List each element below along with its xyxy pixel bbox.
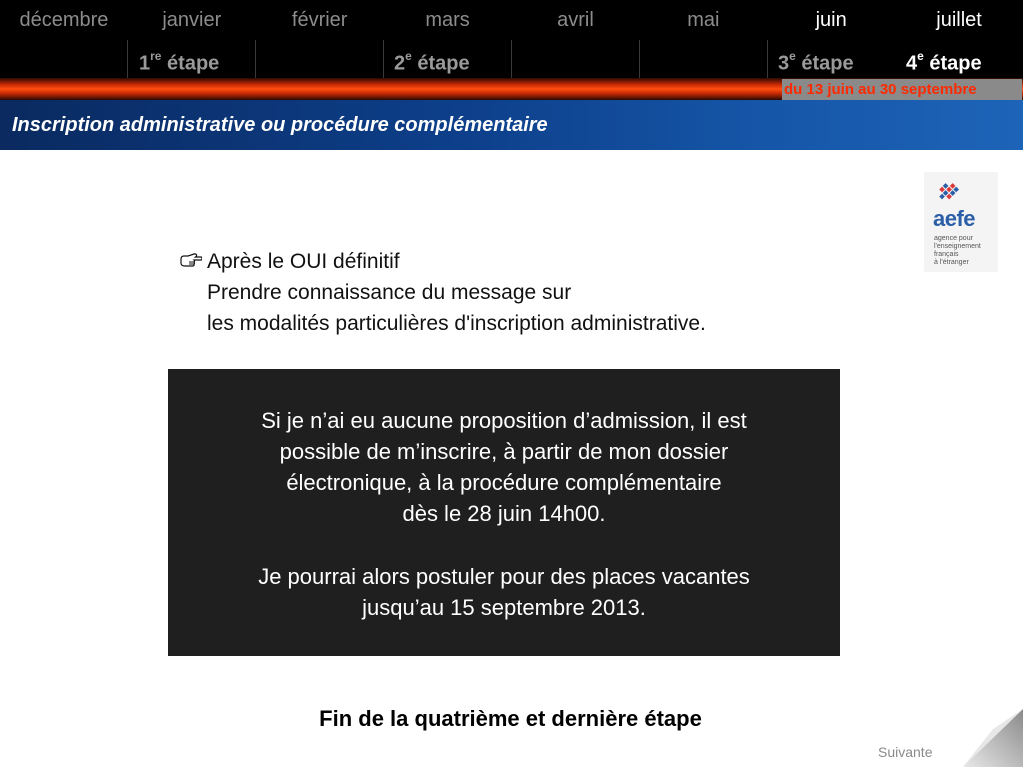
month-juillet: juillet: [936, 9, 982, 31]
intro-line-1: [180, 246, 706, 277]
month-fevrier: février: [291, 9, 348, 31]
timeline-bar: [0, 0, 1023, 78]
intro-line-2: Prendre connaissance du message sur: [207, 281, 572, 304]
step-word: étape: [801, 52, 854, 75]
logo-subtitle-line: agence pour: [934, 235, 973, 242]
pointing-hand-icon: [180, 251, 202, 269]
timeline-divider: [639, 40, 640, 78]
date-range-label: du 13 juin au 30 septembre: [782, 79, 1022, 100]
step-number: 2: [394, 52, 406, 75]
step-number: 1: [139, 52, 151, 75]
aefe-logo-subtitle: [934, 235, 996, 267]
info-line: Je pourrai alors postuler pour des places vacantes: [258, 564, 750, 589]
month-row: [0, 0, 1023, 40]
step-ordinal: re: [150, 49, 162, 63]
month-juin: juin: [815, 9, 847, 31]
step-word: étape: [417, 52, 470, 75]
step-3-label: [778, 44, 854, 78]
section-title-bar: [0, 100, 1023, 150]
timeline-divider: [127, 40, 128, 78]
timeline-divider: [255, 40, 256, 78]
aefe-logo-mark-icon: [932, 180, 962, 206]
timeline-divider: [383, 40, 384, 78]
logo-subtitle-line: français: [934, 251, 959, 258]
info-line: jusqu’au 15 septembre 2013.: [362, 595, 646, 620]
intro-text: [180, 246, 706, 339]
step-ordinal: e: [405, 49, 412, 63]
step-number: 3: [778, 52, 790, 75]
end-statement: [0, 704, 1023, 734]
timeline-divider: [767, 40, 768, 78]
step-ordinal: e: [917, 49, 924, 63]
section-title: Inscription administrative ou procédure complémentaire: [12, 114, 548, 136]
end-statement-text: Fin de la quatrième et dernière étape: [319, 706, 702, 731]
info-line: possible de m’inscrire, à partir de mon dossier: [279, 439, 729, 464]
info-line: dès le 28 juin 14h00.: [402, 501, 606, 526]
page-curl-next-icon[interactable]: [963, 709, 1023, 767]
month-decembre: décembre: [19, 9, 109, 31]
month-mai: mai: [687, 9, 720, 31]
step-1-label: [139, 44, 219, 78]
info-line: Si je n’ai eu aucune proposition d’admission, il est: [261, 408, 747, 433]
timeline-divider: [511, 40, 512, 78]
intro-heading: Après le OUI définitif: [207, 250, 400, 273]
step-2-label: [394, 44, 470, 78]
aefe-logo-text: aefe: [933, 206, 976, 231]
info-paragraph-1: [168, 405, 840, 529]
step-4-label: [906, 44, 982, 78]
next-link[interactable]: Suivante: [878, 744, 933, 760]
step-word: étape: [929, 52, 982, 75]
month-janvier: janvier: [162, 9, 222, 31]
logo-subtitle-line: l'enseignement: [934, 243, 981, 250]
month-mars: mars: [425, 9, 470, 31]
info-paragraph-2: [168, 561, 840, 623]
step-ordinal: e: [789, 49, 796, 63]
step-word: étape: [167, 52, 220, 75]
step-number: 4: [906, 52, 918, 75]
month-avril: avril: [557, 9, 594, 31]
info-line: électronique, à la procédure complémentaire: [286, 470, 722, 495]
logo-subtitle-line: à l'étranger: [934, 259, 969, 266]
aefe-logo: [924, 172, 998, 272]
info-box: [168, 369, 840, 656]
intro-line-3: les modalités particulières d'inscription administrative.: [207, 312, 706, 335]
